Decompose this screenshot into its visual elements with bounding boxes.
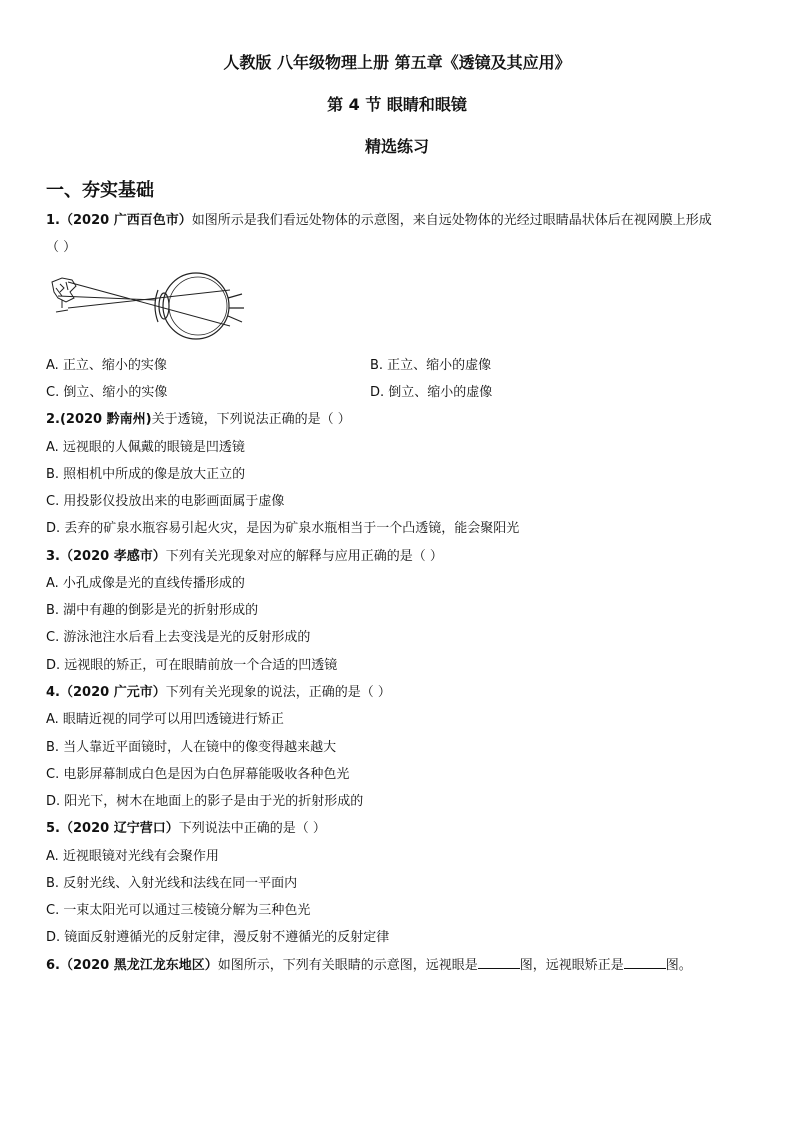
question-text-c: 图。 bbox=[665, 958, 692, 973]
question-4-option-b: B. 当人靠近平面镜时，人在镜中的像变得越来越大 bbox=[46, 740, 337, 755]
eyeball bbox=[155, 273, 244, 339]
question-number: 3. bbox=[46, 549, 60, 564]
eye-diagram-illustration bbox=[46, 268, 246, 340]
question-5-option-c: C. 一束太阳光可以通过三棱镜分解为三种色光 bbox=[46, 903, 311, 918]
question-4-option-a: A. 眼睛近视的同学可以用凹透镜进行矫正 bbox=[46, 712, 284, 727]
question-text-a: 如图所示，下列有关眼睛的示意图，远视眼是 bbox=[217, 958, 478, 973]
question-1-option-b: B. 正立、缩小的虚像 bbox=[370, 358, 492, 373]
question-1-stem bbox=[46, 209, 712, 228]
answer-blank-1[interactable] bbox=[478, 956, 520, 969]
document-title: 人教版 八年级物理上册 第五章《透镜及其应用》 bbox=[223, 53, 571, 72]
question-text: 关于透镜，下列说法正确的是（ ） bbox=[151, 412, 351, 427]
question-3-stem bbox=[46, 545, 443, 564]
question-3-option-c: C. 游泳池注水后看上去变浅是光的反射形成的 bbox=[46, 630, 311, 645]
question-2-option-c: C. 用投影仪投放出来的电影画面属于虚像 bbox=[46, 494, 285, 509]
question-4-option-d: D. 阳光下，树木在地面上的影子是由于光的折射形成的 bbox=[46, 794, 364, 809]
question-source: （2020 广元市） bbox=[59, 685, 166, 700]
question-text: 下列有关光现象对应的解释与应用正确的是（ ） bbox=[165, 549, 443, 564]
question-source: （2020 黑龙江龙东地区） bbox=[59, 958, 218, 973]
question-source: （2020 孝感市） bbox=[59, 549, 166, 564]
question-text: 如图所示是我们看远处物体的示意图，来自远处物体的光经过眼睛晶状体后在视网膜上形成 bbox=[191, 213, 712, 228]
question-4-stem bbox=[46, 681, 391, 700]
question-text: 下列有关光现象的说法，正确的是（ ） bbox=[165, 685, 391, 700]
question-text: 下列说法中正确的是（ ） bbox=[178, 821, 326, 836]
question-number: 1. bbox=[46, 213, 60, 228]
question-1-option-d: D. 倒立、缩小的虚像 bbox=[370, 385, 493, 400]
question-source: （2020 广西百色市） bbox=[59, 213, 192, 228]
question-6-stem bbox=[46, 954, 692, 973]
question-2-option-d: D. 丢弃的矿泉水瓶容易引起火灾，是因为矿泉水瓶相当于一个凸透镜，能会聚阳光 bbox=[46, 521, 520, 536]
subtitle: 精选练习 bbox=[364, 137, 429, 156]
question-3-option-b: B. 湖中有趣的倒影是光的折射形成的 bbox=[46, 603, 259, 618]
question-2-option-b: B. 照相机中所成的像是放大正立的 bbox=[46, 467, 246, 482]
question-5-option-d: D. 镜面反射遵循光的反射定律，漫反射不遵循光的反射定律 bbox=[46, 930, 390, 945]
question-number: 4. bbox=[46, 685, 60, 700]
question-number: 2. bbox=[46, 412, 60, 427]
question-4-option-c: C. 电影屏幕制成白色是因为白色屏幕能吸收各种色光 bbox=[46, 767, 350, 782]
question-2-option-a: A. 远视眼的人佩戴的眼镜是凹透镜 bbox=[46, 440, 245, 455]
light-rays bbox=[58, 282, 230, 326]
question-1-bracket: （ ） bbox=[46, 240, 77, 255]
question-3-option-a: A. 小孔成像是光的直线传播形成的 bbox=[46, 576, 245, 591]
question-3-option-d: D. 远视眼的矫正，可在眼睛前放一个合适的凹透镜 bbox=[46, 658, 338, 673]
question-2-stem bbox=[46, 408, 351, 427]
answer-blank-2[interactable] bbox=[624, 956, 666, 969]
question-1-option-a: A. 正立、缩小的实像 bbox=[46, 358, 167, 373]
question-5-option-b: B. 反射光线、入射光线和法线在同一平面内 bbox=[46, 876, 298, 891]
question-source: (2020 黔南州) bbox=[59, 412, 152, 427]
question-number: 6. bbox=[46, 958, 60, 973]
question-number: 5. bbox=[46, 821, 60, 836]
question-1-option-c: C. 倒立、缩小的实像 bbox=[46, 385, 168, 400]
part-heading: 一、夯实基础 bbox=[46, 180, 154, 201]
question-5-stem bbox=[46, 817, 326, 836]
question-5-option-a: A. 近视眼镜对光线有会聚作用 bbox=[46, 849, 219, 864]
question-text-b: 图，远视眼矫正是 bbox=[519, 958, 624, 973]
question-source: （2020 辽宁营口） bbox=[59, 821, 179, 836]
section-title: 第 4 节 眼睛和眼镜 bbox=[327, 95, 467, 114]
